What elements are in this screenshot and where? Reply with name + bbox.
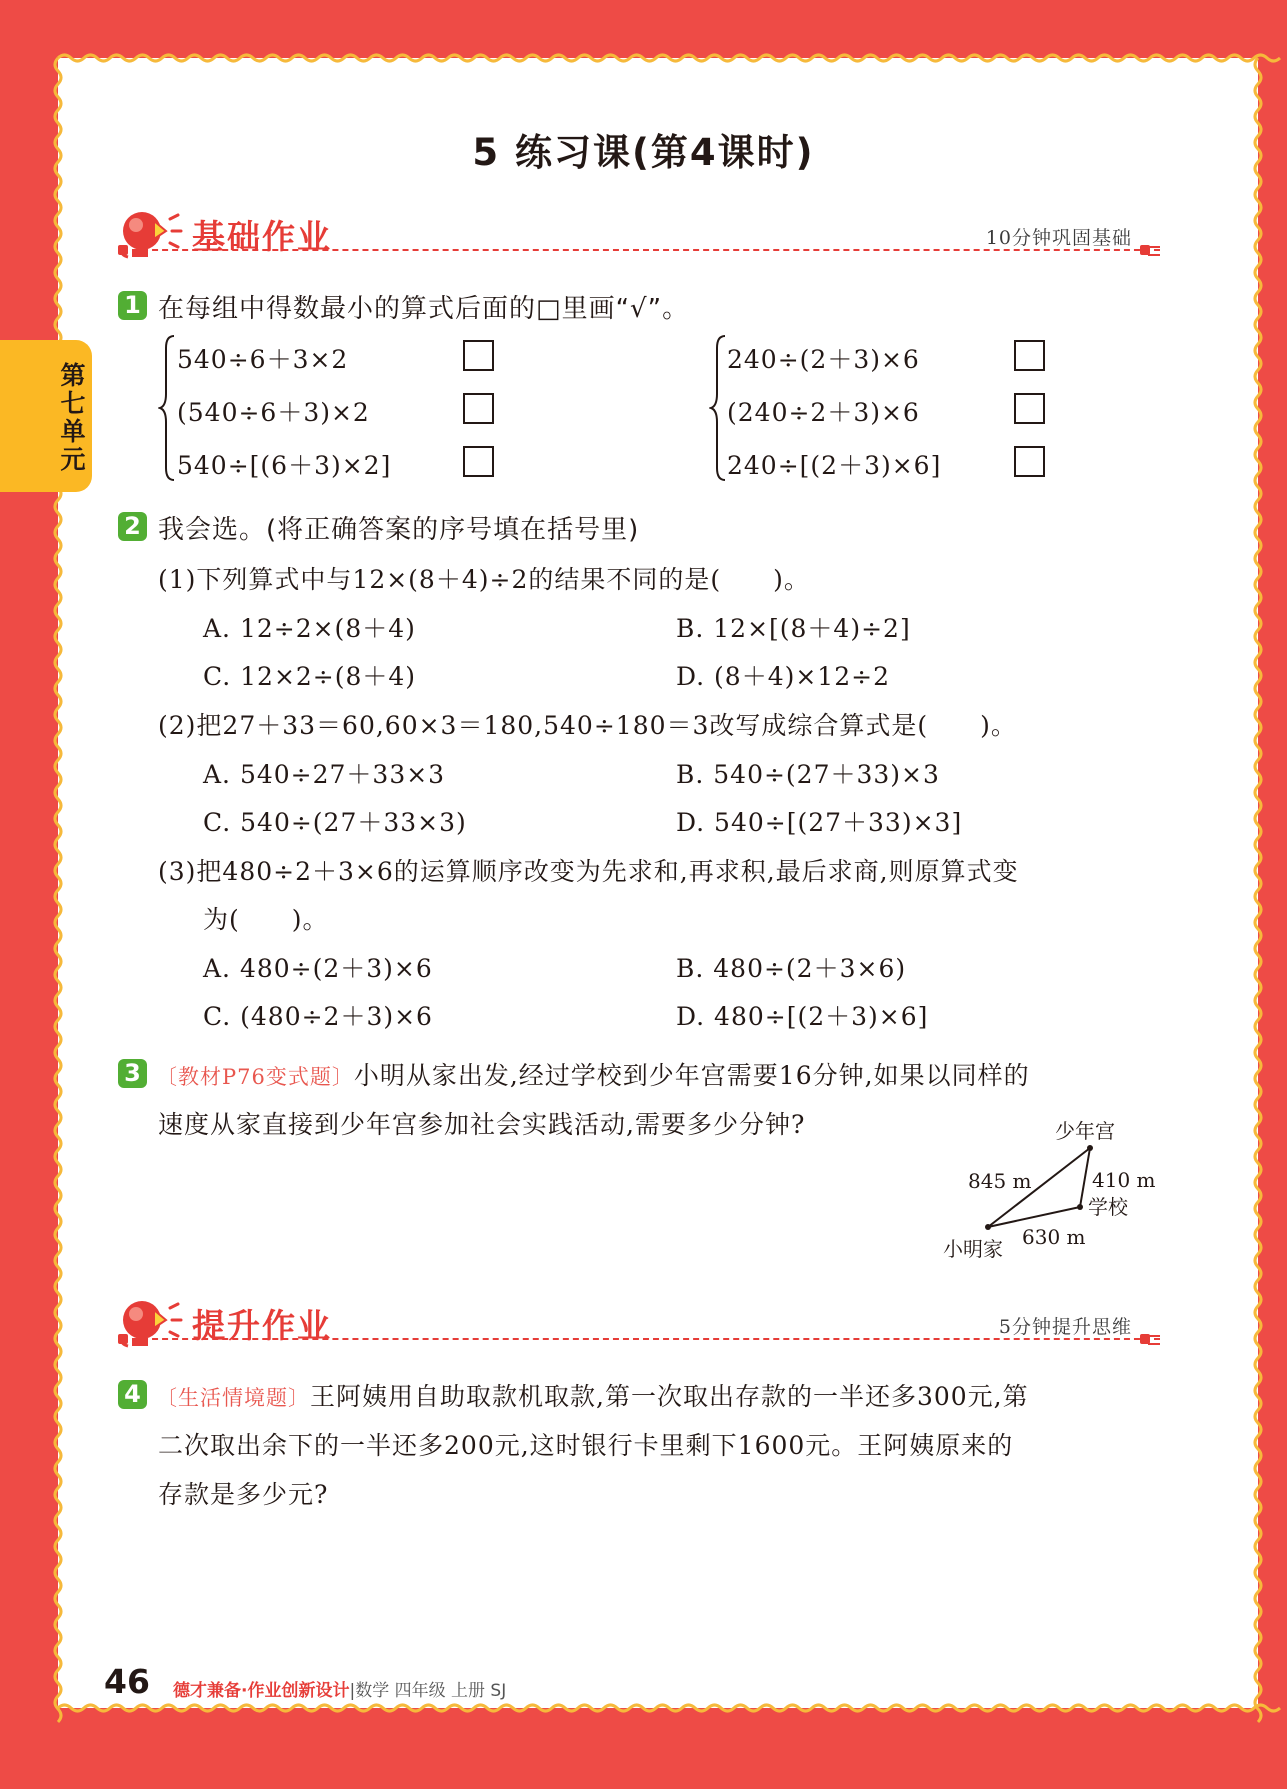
label-school: 学校 xyxy=(1088,1195,1128,1219)
sub-question-continued: 为( )。 xyxy=(203,905,329,934)
answer-checkbox[interactable] xyxy=(463,446,494,477)
section-subtitle: 10分钟巩固基础 xyxy=(985,227,1132,249)
sub-question: (3)把480÷2＋3×6的运算顺序改变为先求和,再求积,最后求商,则原算式变 xyxy=(158,857,1019,886)
page-title: 5 练习课(第4课时) xyxy=(472,131,815,174)
question-text xyxy=(156,1056,1030,1092)
section-header-basic xyxy=(118,205,1160,265)
right-brace xyxy=(709,334,729,482)
option: A. 540÷27＋33×3 xyxy=(203,760,446,789)
question-text: 我会选。(将正确答案的序号填在括号里) xyxy=(158,515,640,545)
answer-checkbox[interactable] xyxy=(463,340,494,371)
question-number: 2 xyxy=(118,512,147,541)
expression: 240÷[(2＋3)×6] xyxy=(727,451,942,480)
question-line: 二次取出余下的一半还多200元,这时银行卡里剩下1600元。王阿姨原来的 xyxy=(158,1431,1014,1460)
distance-home-school: 630 m xyxy=(1022,1225,1086,1249)
answer-checkbox[interactable] xyxy=(1014,340,1045,371)
question-number: 1 xyxy=(118,291,147,320)
expression: 540÷[(6＋3)×2] xyxy=(177,451,392,480)
expression: (240÷2＋3)×6 xyxy=(727,398,920,427)
question-text: 在每组中得数最小的算式后面的□里画“√”。 xyxy=(158,294,690,324)
lightbulb-icon xyxy=(118,205,184,265)
question-line: 存款是多少元? xyxy=(158,1480,329,1509)
option: B. 480÷(2＋3×6) xyxy=(676,954,907,983)
answer-checkbox[interactable] xyxy=(463,393,494,424)
footer-book: 数学 四年级 上册 SJ xyxy=(355,1681,507,1701)
expression: 540÷6＋3×2 xyxy=(177,345,349,374)
footer-separator: | xyxy=(349,1681,356,1701)
answer-checkbox[interactable] xyxy=(1014,446,1045,477)
section-name: 提升作业 xyxy=(192,1306,332,1345)
section-name: 基础作业 xyxy=(192,217,332,256)
question-tag: 〔教材P76变式题〕 xyxy=(156,1065,354,1089)
question-line: 王阿姨用自助取款机取款,第一次取出存款的一半还多300元,第 xyxy=(310,1382,1029,1411)
left-brace xyxy=(158,334,178,482)
sub-question: (1)下列算式中与12×(8＋4)÷2的结果不同的是( )。 xyxy=(158,565,810,594)
question-tag: 〔生活情境题〕 xyxy=(156,1386,310,1410)
option: D. (8＋4)×12÷2 xyxy=(676,662,890,691)
option: D. 480÷[(2＋3)×6] xyxy=(676,1002,929,1031)
option: D. 540÷[(27＋33)×3] xyxy=(676,808,963,837)
lightbulb-icon xyxy=(118,1294,184,1354)
label-home: 小明家 xyxy=(943,1237,1003,1260)
expression: 240÷(2＋3)×6 xyxy=(727,345,920,374)
option: B. 540÷(27＋33)×3 xyxy=(676,760,940,789)
expression: (540÷6＋3)×2 xyxy=(177,398,370,427)
page-number: 46 xyxy=(104,1662,150,1701)
question-number: 3 xyxy=(118,1059,147,1088)
section-header-advanced xyxy=(118,1294,1160,1354)
unit-tab xyxy=(0,340,92,492)
unit-tab-label: 第七单元 xyxy=(60,361,86,474)
question-line: 速度从家直接到少年宫参加社会实践活动,需要多少分钟? xyxy=(158,1110,806,1139)
question-number: 4 xyxy=(118,1380,147,1409)
distance-home-palace: 845 m xyxy=(968,1169,1032,1193)
sub-question: (2)把27＋33＝60,60×3＝180,540÷180＝3改写成综合算式是( )。 xyxy=(158,711,1017,740)
option: C. 12×2÷(8＋4) xyxy=(203,662,417,691)
question-line: 小明从家出发,经过学校到少年宫需要16分钟,如果以同样的 xyxy=(353,1061,1030,1090)
option: C. (480÷2＋3)×6 xyxy=(203,1002,433,1031)
section-subtitle: 5分钟提升思维 xyxy=(998,1316,1132,1338)
distance-school-palace: 410 m xyxy=(1092,1168,1156,1192)
option: A. 12÷2×(8＋4) xyxy=(203,614,416,643)
footer-info xyxy=(173,1676,506,1701)
answer-checkbox[interactable] xyxy=(1014,393,1045,424)
option: A. 480÷(2＋3)×6 xyxy=(203,954,433,983)
option: C. 540÷(27＋33×3) xyxy=(203,808,467,837)
footer-brand: 德才兼备·作业创新设计 xyxy=(173,1681,350,1701)
question-text xyxy=(156,1377,1029,1413)
option: B. 12×[(8＋4)÷2] xyxy=(676,614,911,643)
label-palace: 少年宫 xyxy=(1055,1119,1115,1143)
route-diagram xyxy=(930,1110,1170,1260)
